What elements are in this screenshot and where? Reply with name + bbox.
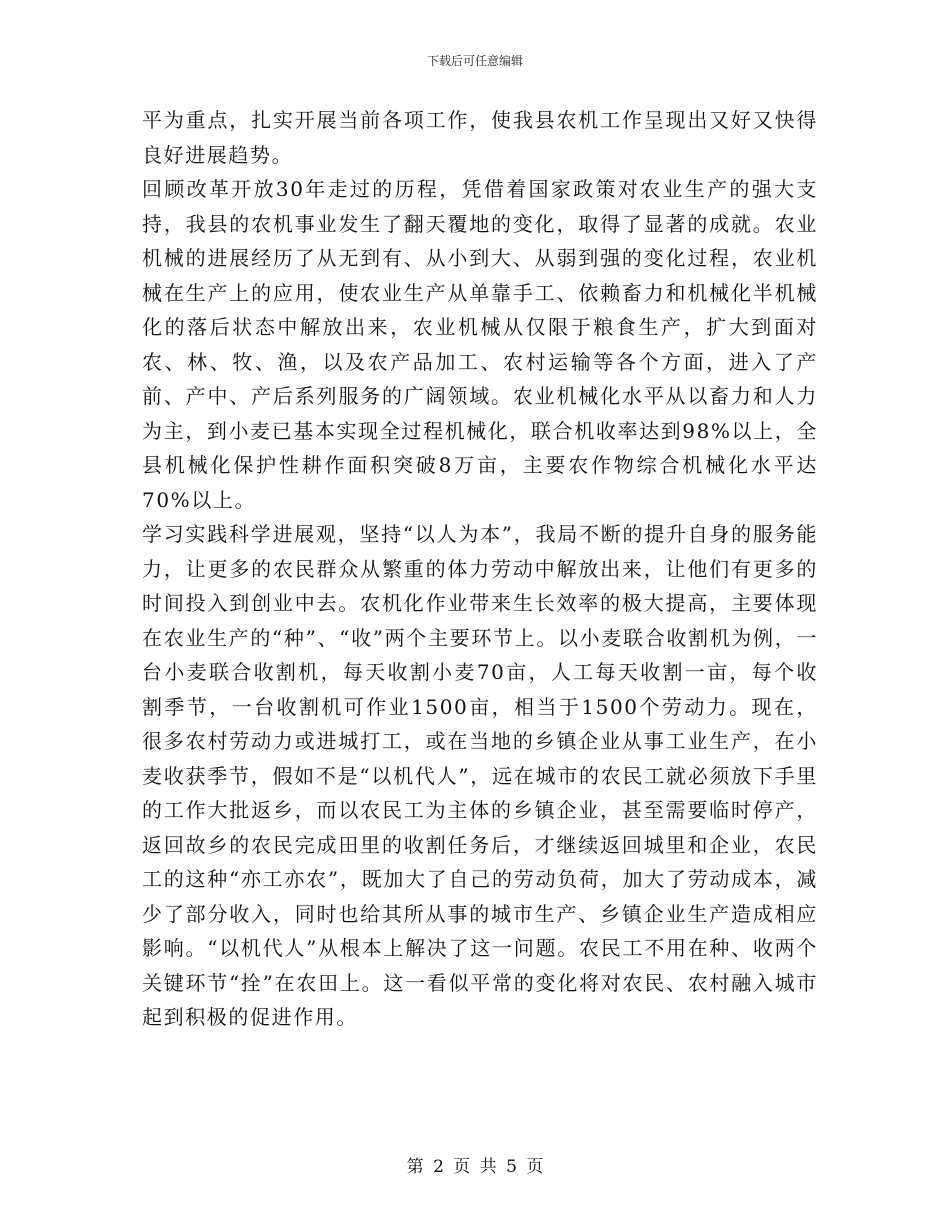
paragraph-1: 平为重点，扎实开展当前各项工作，使我县农机工作呈现出又好又快得良好进展趋势。 bbox=[142, 108, 818, 167]
page-header: 下载后可任意编辑 bbox=[426, 54, 523, 68]
document-body bbox=[142, 103, 818, 1035]
paragraph-3: 学习实践科学进展观，坚持“以人为本”，我局不断的提升自身的服务能力，让更多的农民群众从繁重的体力劳动中解放出来，让他们有更多的时间投入到创业中去。农机化作业带来生长效率的极大提高，主要体现在农业生产的“种”、“收”两个主要环节上。以小麦联合收割机为例，一台小麦联合收割机，每天收割小麦70亩，人工每天收割一亩，每个收割季节，一台收割机可作业1500亩，相当于1500个劳动力。现在，很多农村劳动力或进城打工，或在当地的乡镇企业从事工业生产，在小麦收获季节，假如不是“以机代人”，远在城市的农民工就必须放下手里的工作大批返乡，而以农民工为主体的乡镇企业，甚至需要临时停产，返回故乡的农民完成田里的收割任务后，才继续返回城里和企业，农民工的这种“亦工亦农”，既加大了自己的劳动负荷，加大了劳动成本，减少了部分收入，同时也给其所从事的城市生产、乡镇企业生产造成相应影响。“以机代人”从根本上解决了这一问题。农民工不用在种、收两个关键环节“拴”在农田上。这一看似平常的变化将对农民、农村融入城市起到积极的促进作用。 bbox=[142, 522, 818, 1029]
page-number: 第 2 页 共 5 页 bbox=[406, 1157, 544, 1177]
paragraph-2: 回顾改革开放30年走过的历程，凭借着国家政策对农业生产的强大支持，我县的农机事业发生了翻天覆地的变化，取得了显著的成就。农业机械的进展经历了从无到有、从小到大、从弱到强的变化过程，农业机械在生产上的应用，使农业生产从单靠手工、依赖畜力和机械化半机械化的落后状态中解放出来，农业机械从仅限于粮食生产，扩大到面对农、林、牧、渔，以及农产品加工、农村运输等各个方面，进入了产前、产中、产后系列服务的广阔领域。农业机械化水平从以畜力和人力为主，到小麦已基本实现全过程机械化，联合机收率达到98%以上，全县机械化保护性耕作面积突破8万亩，主要农作物综合机械化水平达70%以上。 bbox=[142, 177, 818, 512]
